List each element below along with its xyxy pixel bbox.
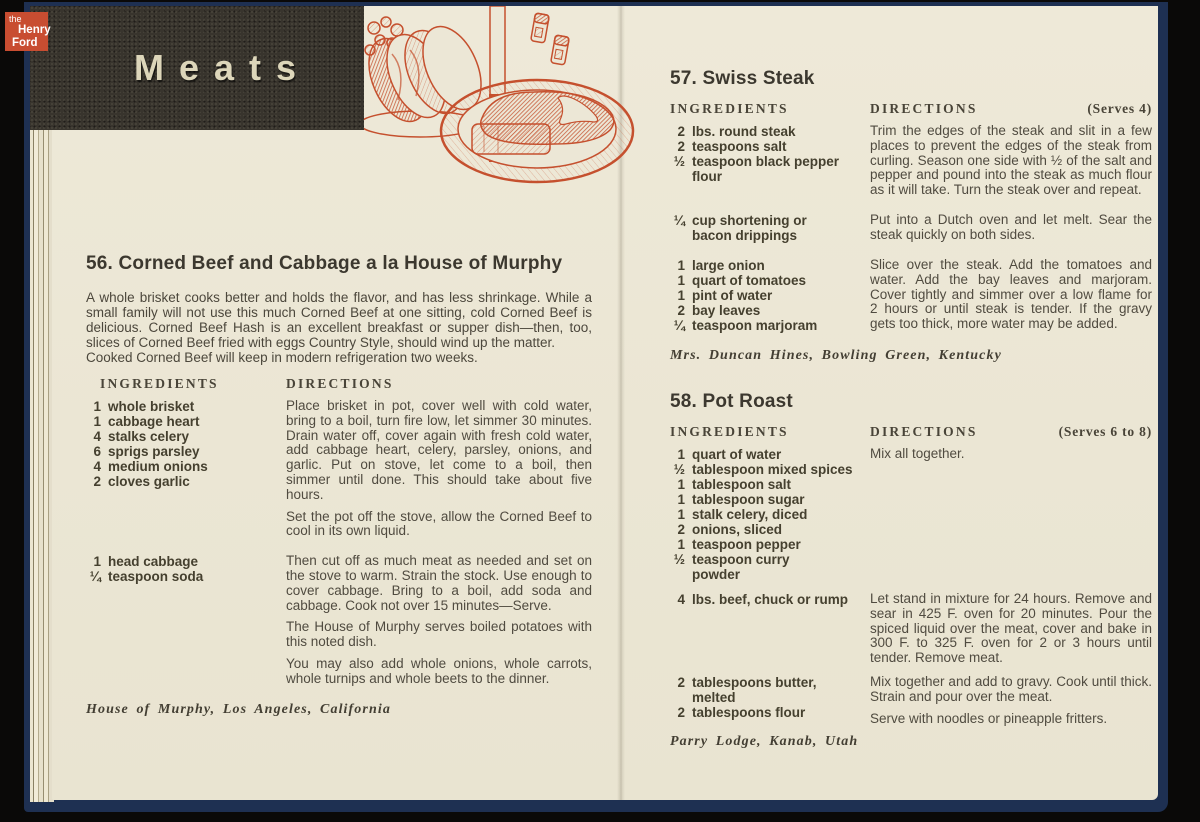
- ingredients-header: INGREDIENTS: [670, 423, 789, 439]
- section-banner: [30, 6, 364, 130]
- ingredient: [670, 552, 860, 582]
- direction-paragraph: Set the pot off the stove, allow the Corned Beef to cool in its own liquid.: [286, 508, 592, 539]
- ingredient-qty: 4: [93, 459, 101, 474]
- direction-paragraph: The House of Murphy serves boiled potatoes with this noted dish.: [286, 619, 592, 650]
- ingredient: [670, 537, 860, 552]
- ingredient: [86, 459, 272, 474]
- directions-column: [870, 124, 1152, 198]
- ingredient-name: lbs. round steak: [692, 124, 796, 139]
- ingredient-qty: 1: [93, 414, 101, 429]
- recipe-57-title: 57. Swiss Steak: [670, 68, 815, 89]
- ingredient-qty: 1: [677, 287, 685, 303]
- ingredient: [670, 273, 860, 288]
- ingredient-name: tablespoon sugar: [692, 491, 805, 507]
- ingredients-column: [670, 447, 860, 582]
- logo-text-the: the: [9, 14, 22, 24]
- recipe-58-group-2: [670, 592, 1152, 666]
- logo-text-henry: Henry: [18, 24, 51, 36]
- ingredient-name: teaspoons salt: [692, 139, 787, 154]
- ingredients-header: INGREDIENTS: [670, 101, 789, 116]
- ingredient: [670, 592, 860, 607]
- directions-header: DIRECTIONS: [870, 101, 978, 116]
- ingredient-name: head cabbage: [108, 554, 199, 570]
- ingredient-name: bay leaves: [692, 302, 761, 318]
- direction-paragraph: Mix together and add to gravy. Cook until thick. Strain and pour over the meat.: [870, 673, 1152, 704]
- column-headers: [670, 101, 1152, 117]
- ingredient-qty: 2: [677, 674, 685, 690]
- direction-paragraph: Let stand in mixture for 24 hours. Remove and sear in 425 F. oven for 20 minutes. Pour the spiced liquid over the meat, cover and bake in 300 F. to 325 F. oven for 2 or 3 hours until tender. Remove meat.: [870, 590, 1152, 666]
- directions-column: [870, 258, 1152, 333]
- ingredient-name: flour: [692, 169, 722, 184]
- ingredient-qty: ½: [673, 461, 685, 477]
- intro-paragraph: A whole brisket cooks better and holds the flavor, and has less shrinkage. While a small family will not use this much Corned Beef at one sitting, cold Corned Beef is delicious. Corned Beef Hash is an excellent breakfast or supper dish—then, too, slices of Corned Beef fried with eggs Country Style, should wind up the matter.: [86, 290, 592, 350]
- ingredient-name: onions, sliced: [692, 521, 783, 537]
- ingredients-header: INGREDIENTS: [100, 376, 219, 391]
- ingredient-name: quart of tomatoes: [692, 272, 807, 288]
- ingredient-name: medium onions: [108, 459, 208, 474]
- ingredient-qty: ¼: [673, 212, 685, 228]
- ingredient-qty: 2: [677, 302, 685, 318]
- ingredient-name: tablespoon salt: [692, 476, 792, 492]
- ingredient: [670, 258, 860, 273]
- ingredient: [670, 447, 860, 462]
- steak-platter-illustration: [441, 80, 633, 182]
- directions-column: [870, 447, 1152, 582]
- ingredient: [670, 462, 860, 477]
- ingredient-qty: 2: [677, 139, 685, 154]
- directions-header: DIRECTIONS: [286, 376, 394, 391]
- ingredient-name: cabbage heart: [108, 414, 200, 429]
- ingredient: [86, 569, 272, 584]
- column-headers: [86, 376, 592, 392]
- recipe-57: [670, 68, 1152, 364]
- ingredient-name: teaspoon soda: [108, 569, 204, 585]
- ingredient-qty: 2: [93, 474, 101, 489]
- ingredient-name: tablespoons butter, melted: [692, 674, 817, 705]
- ingredient: [86, 399, 272, 414]
- direction-paragraph: You may also add whole onions, whole carrots, whole turnips and whole beets to the dinner.: [286, 655, 592, 686]
- ingredient-qty: 1: [677, 257, 685, 273]
- ingredient-qty: ¼: [89, 569, 101, 585]
- ingredient-qty: 4: [93, 429, 101, 444]
- recipe-56-intro: [86, 290, 592, 365]
- ingredient-name: cup shortening or bacon drippings: [692, 212, 807, 243]
- section-title: Meats: [134, 47, 312, 88]
- serves-label: (Serves 4): [1087, 101, 1152, 116]
- ingredient: [86, 444, 272, 459]
- ingredient: [670, 154, 860, 169]
- ingredient-name: cloves garlic: [108, 474, 190, 489]
- ingredient-qty: [670, 169, 685, 184]
- ingredient: [86, 474, 272, 489]
- right-page: [670, 68, 1152, 750]
- direction-paragraph: Trim the edges of the steak and slit in a few places to prevent the edges of the steak from curling. Season one side with ½ of the salt and pepper and pound into the steak as much flour as it will take. Turn the steak over and repeat.: [870, 123, 1152, 198]
- intro-paragraph: Cooked Corned Beef will keep in modern refrigeration two weeks.: [86, 350, 478, 365]
- recipe-56-group-1: [86, 399, 592, 539]
- recipe-58-attribution: Parry Lodge, Kanab, Utah: [670, 734, 859, 750]
- ingredient-name: teaspoon black pepper: [692, 154, 840, 169]
- ingredient-qty: 1: [677, 446, 685, 462]
- directions-column: [870, 675, 1152, 726]
- recipe-58-title: 58. Pot Roast: [670, 390, 793, 412]
- ingredients-column: [670, 675, 860, 726]
- salt-pepper-shaker-icons: [531, 13, 570, 65]
- ingredient: [670, 675, 860, 705]
- ingredient-name: large onion: [692, 257, 765, 273]
- ingredient-name: lbs. beef, chuck or rump: [692, 591, 849, 607]
- ingredient: [670, 477, 860, 492]
- recipe-57-group-3: [670, 258, 1152, 333]
- ingredient: [670, 507, 860, 522]
- ingredient: [670, 492, 860, 507]
- ingredient: [86, 554, 272, 569]
- ingredient-qty: 1: [677, 491, 685, 507]
- ingredient-name: teaspoon curry powder: [692, 551, 790, 582]
- ingredients-column: [670, 213, 860, 243]
- serves-label: (Serves 6 to 8): [1058, 423, 1152, 439]
- directions-column: [286, 554, 592, 686]
- ingredient-name: teaspoon marjoram: [692, 317, 818, 333]
- direction-paragraph: Mix all together.: [870, 445, 965, 461]
- directions-column: [870, 213, 1152, 243]
- ingredient: [670, 705, 860, 720]
- directions-column: [870, 592, 1152, 666]
- ingredient-qty: 2: [677, 521, 685, 537]
- ingredient-qty: 2: [677, 124, 685, 139]
- ingredient-qty: 1: [677, 506, 685, 522]
- ingredients-column: [670, 124, 860, 198]
- direction-paragraph: Put into a Dutch oven and let melt. Sear the steak quickly on both sides.: [870, 211, 1152, 242]
- direction-paragraph: Slice over the steak. Add the tomatoes and water. Add the bay leaves and marjoram. Cover tightly and simmer over a low flame for 2 hours or until steak is tender. If the gravy gets too thick, more water may be added.: [870, 256, 1152, 332]
- ingredient-qty: ¼: [673, 317, 685, 333]
- recipe-58-group-3: [670, 675, 1152, 726]
- recipe-58: [670, 391, 1152, 750]
- recipe-58-group-1: [670, 447, 1152, 582]
- column-headers: [670, 424, 1152, 440]
- ingredient-qty: 4: [677, 591, 685, 607]
- ingredient: [670, 169, 860, 184]
- ingredient-qty: 1: [93, 554, 101, 570]
- ingredient-name: stalk celery, diced: [692, 506, 808, 522]
- recipe-57-group-2: [670, 213, 1152, 243]
- ingredient-qty: 1: [93, 399, 101, 414]
- ingredient-name: tablespoon mixed spices: [692, 461, 853, 477]
- ingredients-column: [670, 592, 860, 666]
- ingredient: [670, 139, 860, 154]
- directions-header: DIRECTIONS: [870, 423, 978, 439]
- ingredient: [670, 318, 860, 333]
- ingredient-qty: ½: [673, 551, 685, 567]
- ingredient-name: stalks celery: [108, 429, 190, 444]
- ingredients-column: [670, 258, 860, 333]
- left-page: [86, 253, 592, 718]
- cookbook-spread: [24, 2, 1168, 812]
- ingredient-name: teaspoon pepper: [692, 536, 801, 552]
- ingredient-name: quart of water: [692, 446, 782, 462]
- direction-paragraph: Then cut off as much meat as needed and set on the stove to warm. Strain the stock. Use enough to cover cabbage. Bring to a boil, add soda and cabbage. Cook not over 15 minutes—Serve.: [286, 553, 592, 613]
- ingredient-qty: 6: [93, 444, 101, 459]
- direction-paragraph: Serve with noodles or pineapple fritters.: [870, 710, 1108, 726]
- meat-illustration: [352, 6, 642, 202]
- ingredients-column: [86, 554, 272, 686]
- ingredient-name: sprigs parsley: [108, 444, 200, 459]
- ingredient-qty: 2: [677, 704, 685, 720]
- ingredient-qty: 1: [677, 272, 685, 288]
- henry-ford-logo: [5, 12, 51, 51]
- ingredient-qty: 1: [677, 476, 685, 492]
- ingredient: [86, 429, 272, 444]
- ingredient-qty: 1: [677, 536, 685, 552]
- ingredient-qty: ½: [673, 154, 685, 169]
- ingredients-column: [86, 399, 272, 539]
- recipe-57-group-1: [670, 124, 1152, 198]
- recipe-56-group-2: [86, 554, 592, 686]
- recipe-56-attribution: House of Murphy, Los Angeles, California: [86, 701, 391, 717]
- ingredient-name: tablespoons flour: [692, 704, 806, 720]
- ingredient: [670, 213, 860, 243]
- direction-paragraph: Place brisket in pot, cover well with cold water, bring to a boil, turn fire low, let simmer 30 minutes. Drain water off, cover again with fresh cold water, add cabbage heart, celery, parsley, onions, and garlic. Put on stove, let come to a boil, then simmer until done. This should take about five hours.: [286, 398, 592, 502]
- recipe-57-attribution: Mrs. Duncan Hines, Bowling Green, Kentucky: [670, 347, 1002, 363]
- ingredient: [86, 414, 272, 429]
- ingredient: [670, 124, 860, 139]
- ingredient-name: pint of water: [692, 287, 773, 303]
- ingredient: [670, 303, 860, 318]
- ingredient: [670, 522, 860, 537]
- directions-column: [286, 399, 592, 539]
- ingredient: [670, 288, 860, 303]
- ingredient-name: whole brisket: [108, 399, 195, 414]
- logo-text-ford: Ford: [12, 36, 38, 49]
- recipe-56-title: 56. Corned Beef and Cabbage a la House of Murphy: [86, 253, 563, 274]
